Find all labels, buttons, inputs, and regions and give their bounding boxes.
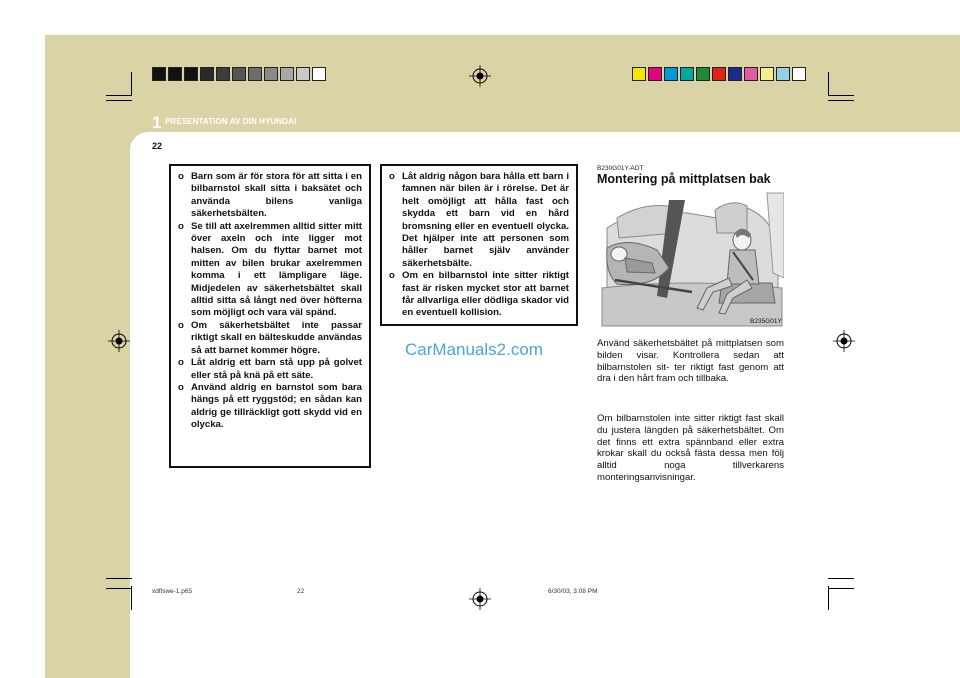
bullet: o [178, 319, 184, 331]
registration-mark-icon [833, 330, 855, 352]
color-swatch [664, 67, 678, 81]
list-item-text: Om säkerhetsbältet inte passar riktigt skall en bälteskudde användas så att barnet kommer högre. [191, 319, 362, 356]
list-item [178, 320, 362, 357]
color-swatch [632, 67, 646, 81]
color-swatch [200, 67, 214, 81]
color-swatch [280, 67, 294, 81]
footer-filename: xdflswe-1.p65 [152, 588, 193, 595]
registration-mark-icon [108, 330, 130, 352]
paragraph-1: Använd säkerhetsbältet på mittplatsen som bilden visar. Kontrollera sedan att bilbarnstolen sit- ter riktigt fast genom att dra i den hårt fram och tillbaka. [597, 338, 784, 385]
color-swatch [760, 67, 774, 81]
color-swatch [696, 67, 710, 81]
bullet: o [389, 270, 395, 282]
color-swatch [248, 67, 262, 81]
list-item [178, 171, 362, 221]
list-item-text: Använd aldrig en barnstol som bara hängs på ett ryggstöd; en sådan kan aldrig ge tillräckligt gott skydd vid en olycka. [191, 381, 362, 431]
color-swatch [152, 67, 166, 81]
color-swatch [648, 67, 662, 81]
list-item-text: Låt aldrig någon bara hålla ett barn i famnen när bilen är i rörelse. Det är helt omöjligt att hålla fast och skydda ett barn vid en hård bromsning eller en eventuell olycka. Det hjälper inte att personen som håller barnet själv använder säkerhetsbälte. [402, 171, 569, 269]
chapter-title: PRESENTATION AV DIN HYUNDAI [165, 117, 297, 126]
bullet: o [389, 171, 395, 182]
list-item [178, 382, 362, 432]
list-item [389, 171, 569, 270]
color-swatch [792, 67, 806, 81]
color-swatch [216, 67, 230, 81]
child-seat-illustration [597, 188, 784, 328]
page-number: 22 [152, 141, 163, 151]
section-code: B230G01Y-ADT [597, 165, 644, 172]
color-swatch [776, 67, 790, 81]
paragraph-2: Om bilbarnstolen inte sitter riktigt fast skall du justera längden på säkerhetsbältet. Om det finns ett extra spännband eller extra krokar skall du också fästa dessa men följ alltid noga tillverkarens monteringsanvisningar. [597, 413, 784, 483]
color-swatch [728, 67, 742, 81]
watermark: CarManuals2.com [405, 340, 543, 359]
footer-page: 22 [297, 588, 305, 595]
list-item-text: Se till att axelremmen alltid sitter mitt över axeln och inte ligger mot halsen. Om du flyttar barnet mot mitten av bilen brukar axelremmen komma i ett lämpligare läge. Midjedelen av säkerhetsbältet skall alltid sitta så långt ned över höfterna som möjligt och vara väl spänd. [191, 220, 362, 319]
color-swatch [712, 67, 726, 81]
bullet: o [178, 171, 184, 182]
figure-label: B235G01Y [750, 318, 782, 325]
color-swatch [312, 67, 326, 81]
bullet: o [178, 357, 184, 369]
list-item [389, 270, 569, 320]
bullet: o [178, 220, 184, 232]
warning-box-left [169, 164, 371, 468]
section-title: Montering på mittplatsen bak [597, 172, 771, 186]
list-item-text: Om en bilbarnstol inte sitter riktigt fast är risken mycket stor att barnet får allvarliga eller dödliga skador vid en eventuell kollision. [402, 270, 569, 319]
registration-mark-icon [469, 588, 491, 610]
list-item-text: Låt aldrig ett barn stå upp på golvet eller stå på knä på ett säte. [191, 357, 362, 381]
color-swatch [168, 67, 182, 81]
chapter-number: 1 [152, 113, 162, 132]
bullet: o [178, 381, 184, 393]
list-item [178, 221, 362, 320]
list-item-text: Barn som är för stora för att sitta i en bilbarnstol skall sitta i baksätet och använda bilens vanliga säkerhetsbälten. [191, 171, 362, 220]
grayscale-color-bar [152, 67, 328, 81]
cmyk-color-bar [632, 67, 808, 81]
list-item [178, 357, 362, 382]
color-swatch [680, 67, 694, 81]
footer-timestamp: 6/30/03, 3:08 PM [548, 588, 598, 595]
color-swatch [184, 67, 198, 81]
color-swatch [264, 67, 278, 81]
color-swatch [744, 67, 758, 81]
color-swatch [232, 67, 246, 81]
registration-mark-icon [469, 65, 491, 87]
color-swatch [296, 67, 310, 81]
warning-box-middle [380, 164, 578, 326]
